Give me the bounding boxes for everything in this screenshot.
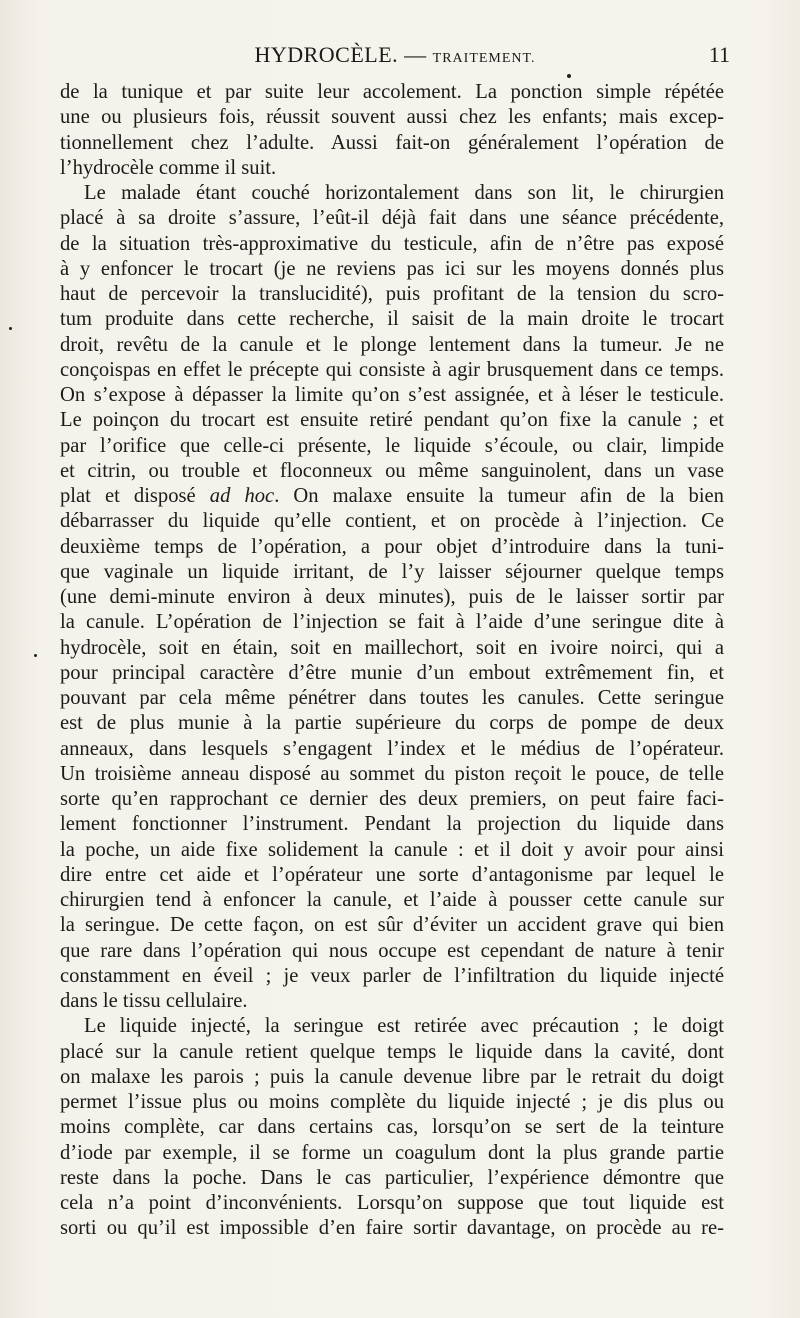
text-line: deuxième temps de l’opération, a pour objet d’introduire dans la tuni- <box>60 535 724 558</box>
text-line: Le poinçon du trocart est ensuite retiré pendant qu’on fixe la canule ; et <box>60 409 724 432</box>
text-line: par l’orifice que celle-ci présente, le liquide s’écoule, ou clair, limpide <box>60 434 724 457</box>
running-head-subtitle: TRAITEMENT. <box>432 51 536 66</box>
running-head-title: HYDROCÈLE. — <box>254 42 427 67</box>
text-line: la canule. L’opération de l’injection se fait à l’aide d’une seringue dite à <box>60 611 724 634</box>
text-line: anneaux, dans lesquels s’engagent l’index et le médius de l’opérateur. <box>60 737 724 760</box>
text-line: une ou plusieurs fois, réussit souvent aussi chez les enfants; mais excep- <box>60 106 724 129</box>
text-line: On s’expose à dépasser la limite qu’on s’est assignée, et à léser le testicule. <box>60 384 724 406</box>
text-line: Le liquide injecté, la seringue est retirée avec précaution ; le doigt <box>84 1015 724 1038</box>
italic-phrase: ad hoc <box>209 485 275 507</box>
text-line: chirurgien tend à enfoncer la canule, et l’aide à pousser cette canule sur <box>60 889 724 911</box>
text-line: moins complète, car dans certains cas, lorsqu’on se sert de la teinture <box>60 1116 724 1139</box>
text-line: permet l’issue plus ou moins complète du liquide injecté ; je dis plus ou <box>60 1091 724 1113</box>
text-line: Un troisième anneau disposé au sommet du piston reçoit le pouce, de telle <box>60 762 724 785</box>
text-line: (une demi-minute environ à deux minutes), puis de le laisser sortir par <box>60 586 724 608</box>
text-line: que vaginale un liquide irritant, de l’y laisser séjourner quelque temps <box>60 560 724 583</box>
text-line: à y enfoncer le trocart (je ne reviens pas ici sur les moyens donnés plus <box>60 257 724 280</box>
text-line: conçoispas en effet le précepte qui consiste à agir brusquement dans ce temps. <box>60 358 724 381</box>
text-line: que rare dans l’opération qui nous occupe est cependant de nature à tenir <box>60 939 724 962</box>
text-line: Le malade étant couché horizontalement dans son lit, le chirurgien <box>84 182 724 204</box>
text-line: haut de percevoir la translucidité), puis profitant de la tension du scro- <box>60 283 724 305</box>
text-line: de la tunique et par suite leur accolement. La ponction simple répétée <box>60 81 724 103</box>
text-line: tionnellement chez l’adulte. Aussi fait-on généralement l’opération de <box>60 131 724 154</box>
text-line: est de plus munie à la partie supérieure du corps de pompe de deux <box>60 712 724 735</box>
text-line: placé sur la canule retient quelque temps le liquide dans la cavité, dont <box>60 1040 724 1063</box>
ink-speck <box>9 327 12 330</box>
page-header <box>60 42 730 78</box>
text-line: débarrasser du liquide qu’elle contient, et on procède à l’injection. Ce <box>60 510 724 533</box>
text-line: pouvant par cela même pénétrer dans toutes les canules. Cette seringue <box>60 687 724 709</box>
text-line: d’iode par exemple, il se forme un coagulum dont la plus grande partie <box>60 1141 724 1164</box>
text-line: constamment en éveil ; je veux parler de l’infiltration du liquide injecté <box>60 964 724 987</box>
text-line: plat et disposé ad hoc. On malaxe ensuite la tumeur afin de la bien <box>60 485 724 507</box>
text-line: droit, revêtu de la canule et le plonge lentement dans la tumeur. Je ne <box>60 333 724 356</box>
text-line: pour principal caractère d’être munie d’un embout extrêmement fin, et <box>60 661 724 684</box>
text-line: reste dans la poche. Dans le cas particulier, l’expérience démontre que <box>60 1166 724 1189</box>
ink-speck <box>34 654 37 657</box>
text-line: la seringue. De cette façon, on est sûr d’éviter un accident grave qui bien <box>60 914 724 937</box>
text-line: placé à sa droite s’assure, l’eût-il déjà fait dans une séance précédente, <box>60 207 724 230</box>
text-line: dans le tissu cellulaire. <box>60 990 248 1012</box>
text-line: et citrin, ou trouble et floconneux ou même sanguinolent, dans un vase <box>60 459 724 482</box>
text-line: dire entre cet aide et l’opérateur une sorte d’antagonisme par lequel le <box>60 863 724 886</box>
running-head <box>60 42 730 68</box>
text-line: sorte qu’en rapprochant ce dernier des deux premiers, on peut faire faci- <box>60 788 724 810</box>
text-line: sorti ou qu’il est impossible d’en faire sortir davantage, on procède au re- <box>60 1217 724 1240</box>
text-line: tum produite dans cette recherche, il saisit de la main droite le trocart <box>60 308 724 331</box>
body-text <box>60 80 724 1242</box>
text-line: hydrocèle, soit en étain, soit en maillechort, soit en ivoire noirci, qui a <box>60 636 724 659</box>
text-line: on malaxe les parois ; puis la canule devenue libre par le retrait du doigt <box>60 1065 724 1088</box>
text-line: lement fonctionner l’instrument. Pendant la projection du liquide dans <box>60 813 724 836</box>
text-line: cela n’a point d’inconvénients. Lorsqu’on suppose que tout liquide est <box>60 1192 724 1214</box>
ink-speck <box>567 74 571 78</box>
text-line: l’hydrocèle comme il suit. <box>60 156 277 179</box>
text-line: de la situation très-approximative du testicule, afin de n’être pas exposé <box>60 232 724 255</box>
text-line: la poche, un aide fixe solidement la canule : et il doit y avoir pour ainsi <box>60 838 724 861</box>
page-number: 11 <box>708 42 730 67</box>
